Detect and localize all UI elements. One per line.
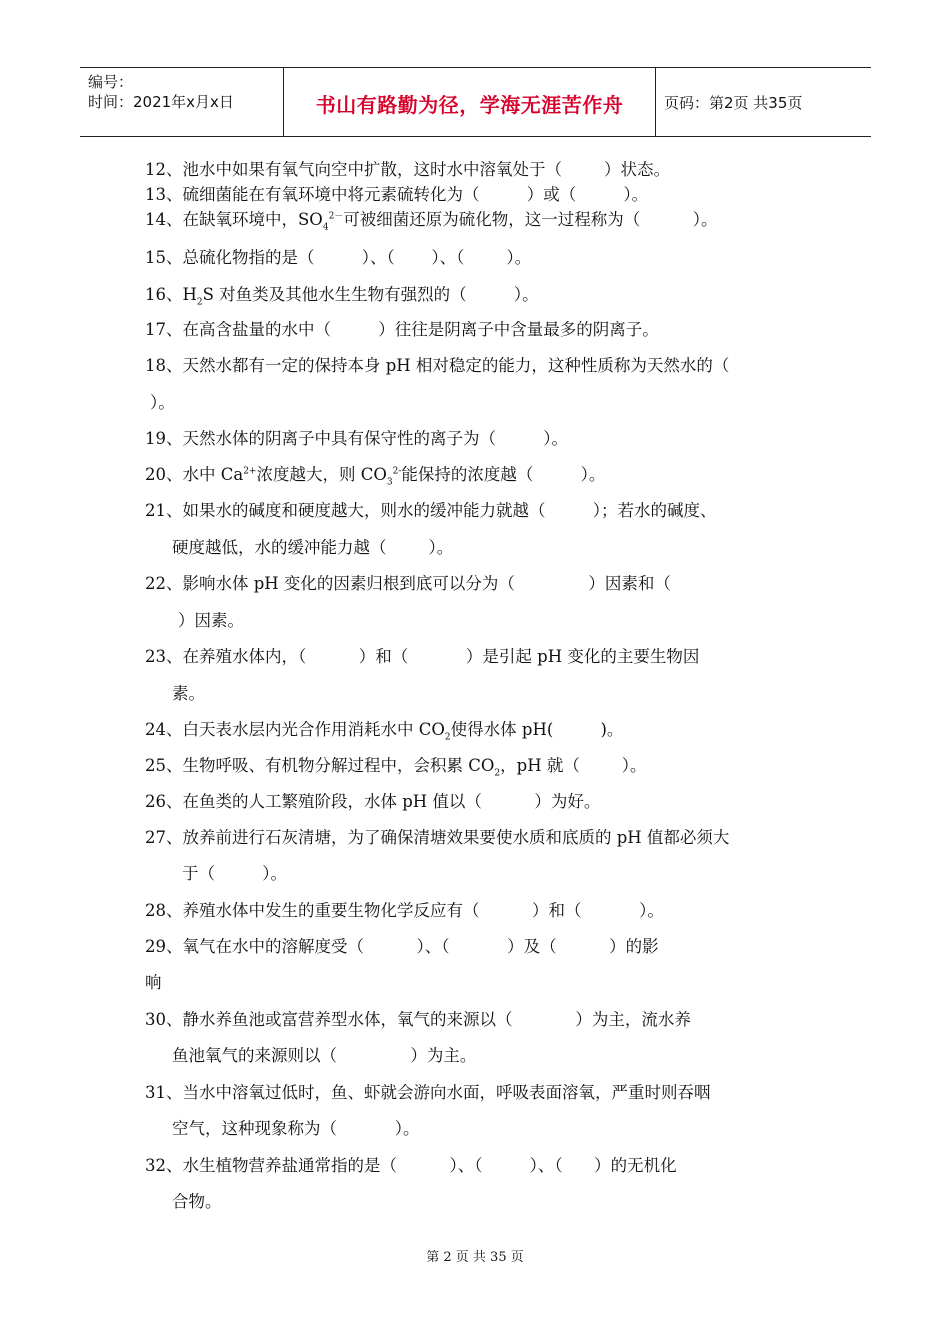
question-24	[145, 720, 624, 743]
page-header	[80, 67, 871, 137]
question-27-line-2: 于（ ）。	[182, 864, 287, 883]
q20-text-a: 20、水中 Ca	[145, 465, 244, 484]
question-26: 26、在鱼类的人工繁殖阶段，水体 pH 值以（ ）为好。	[145, 792, 601, 811]
question-21-line-1: 21、如果水的碱度和硬度越大，则水的缓冲能力就越（ ）；若水的碱度、	[145, 501, 717, 520]
q14-text-a: 14、在缺氧环境中，SO	[145, 210, 323, 229]
question-23-line-2: 素。	[172, 684, 205, 703]
q25-subscript: 2	[494, 768, 501, 779]
question-14	[145, 210, 718, 233]
question-12: 12、池水中如果有氧气向空中扩散，这时水中溶氧处于（ ）状态。	[145, 160, 670, 179]
q20-text-b: 浓度越大，则 CO	[256, 465, 387, 484]
motto: 书山有路勤为径，学海无涯苦作舟	[315, 92, 624, 117]
question-30-line-1: 30、静水养鱼池或富营养型水体，氧气的来源以（ ）为主，流水养	[145, 1010, 691, 1029]
time-label: 时间：2021年x月x日	[88, 93, 234, 111]
q16-text-b: S 对鱼类及其他水生生物有强烈的（ ）。	[202, 285, 539, 304]
q24-subscript: 2	[444, 732, 451, 743]
question-15: 15、总硫化物指的是（ ）、（ ）、（ ）。	[145, 248, 532, 267]
q16-subscript: 2	[196, 297, 203, 308]
q20-text-c: 能保持的浓度越（ ）。	[401, 465, 606, 484]
question-32-line-1: 32、水生植物营养盐通常指的是（ ）、（ ）、（ ）的无机化	[145, 1156, 677, 1175]
question-18-line-1: 18、天然水都有一定的保持本身 pH 相对稳定的能力，这种性质称为天然水的（	[145, 356, 730, 375]
question-22-line-1: 22、影响水体 pH 变化的因素归根到底可以分为（ ）因素和（	[145, 574, 671, 593]
question-20	[145, 465, 606, 488]
header-page-info	[656, 68, 871, 136]
header-motto-cell	[283, 68, 656, 136]
q20-superscript-1: 2+	[243, 466, 257, 477]
q25-text-b: ，pH 就（ ）。	[500, 756, 647, 775]
q20-superscript-2: 2-	[392, 466, 402, 477]
question-22-line-2: ）因素。	[178, 611, 244, 630]
q24-text-a: 24、白天表水层内光合作用消耗水中 CO	[145, 720, 445, 739]
question-21-line-2: 硬度越低，水的缓冲能力越（ ）。	[172, 538, 454, 557]
page-footer: 第 2 页 共 35 页	[426, 1250, 524, 1265]
page-info: 页码：第2页 共35页	[664, 93, 803, 112]
q20-subscript: 3	[386, 477, 393, 488]
question-27-line-1: 27、放养前进行石灰清塘，为了确保清塘效果要使水质和底质的 pH 值都必须大	[145, 828, 730, 847]
question-31-line-2: 空气，这种现象称为（ ）。	[172, 1119, 420, 1138]
question-31-line-1: 31、当水中溶氧过低时，鱼、虾就会游向水面，呼吸表面溶氧，严重时则吞咽	[145, 1083, 711, 1102]
number-label: 编号：	[88, 73, 134, 91]
question-29-line-2: 响	[145, 973, 162, 992]
question-17: 17、在高含盐量的水中（ ）往往是阴离子中含量最多的阴离子。	[145, 320, 659, 339]
q14-subscript: 4	[322, 222, 329, 233]
question-19: 19、天然水体的阴离子中具有保守性的离子为（ ）。	[145, 429, 568, 448]
q14-superscript: 2－	[328, 211, 344, 222]
question-23-line-1: 23、在养殖水体内，（ ）和（ ）是引起 pH 变化的主要生物因	[145, 647, 700, 666]
question-18-line-2: ）。	[150, 393, 175, 412]
q24-text-b: 使得水体 pH( )。	[450, 720, 624, 739]
q25-text-a: 25、生物呼吸、有机物分解过程中，会积累 CO	[145, 756, 495, 775]
question-28: 28、养殖水体中发生的重要生物化学反应有（ ）和（ ）。	[145, 901, 664, 920]
header-meta	[80, 68, 283, 136]
q14-text-b: 可被细菌还原为硫化物，这一过程称为（ ）。	[343, 210, 718, 229]
question-29-line-1: 29、氧气在水中的溶解度受（ ）、（ ）及（ ）的影	[145, 937, 659, 956]
question-25	[145, 756, 647, 779]
question-30-line-2: 鱼池氧气的来源则以（ ）为主。	[172, 1046, 477, 1065]
q16-text-a: 16、H	[145, 285, 197, 304]
question-13: 13、硫细菌能在有氧环境中将元素硫转化为（ ）或（ ）。	[145, 185, 649, 204]
question-16	[145, 285, 539, 308]
question-32-line-2: 合物。	[172, 1192, 222, 1211]
